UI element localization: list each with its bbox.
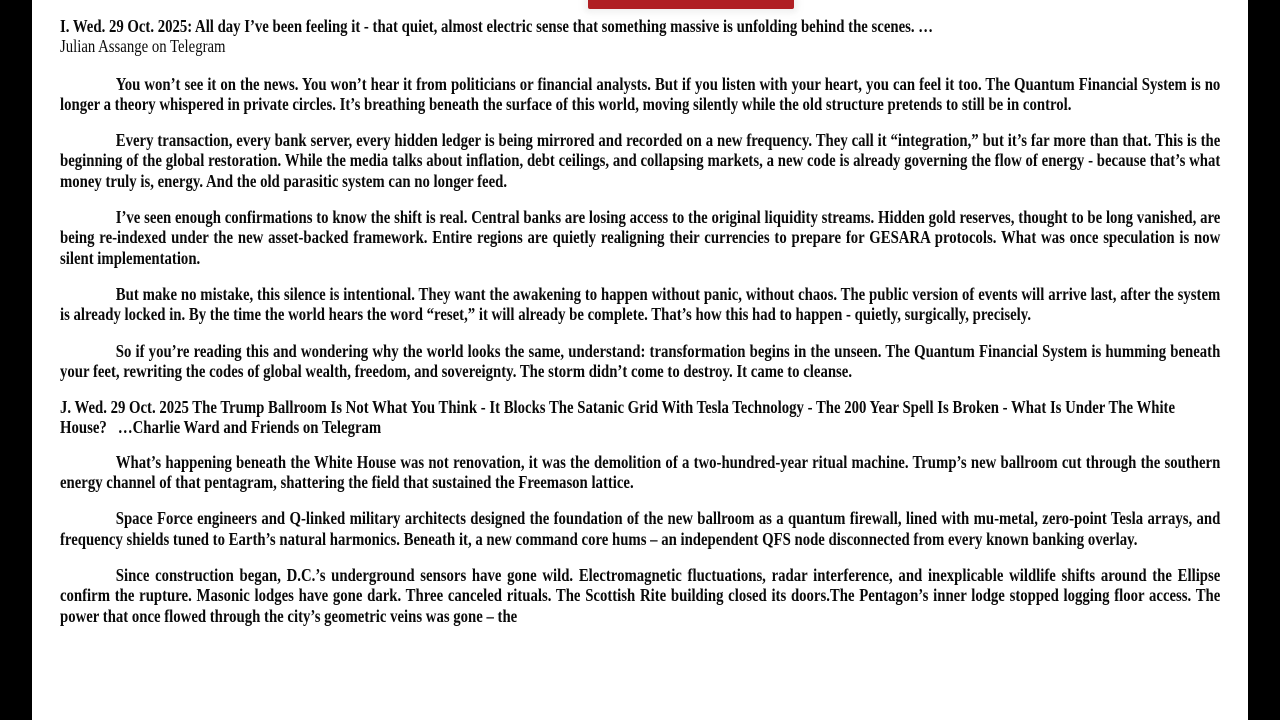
section-j [60, 397, 1220, 626]
paragraph: I’ve seen enough confirmations to know the shift is real. Central banks are losing access to the original liquidity streams. Hidden gold reserves, thought to be long vanished, are being re-indexed under the new asset-backed framework. Entire regions are quietly realigning their currencies to prepare for GESARA protocols. What was once speculation is now silent implementation. [60, 207, 1221, 268]
paragraph: What’s happening beneath the White House was not renovation, it was the demolition of a two-hundred-year ritual machine. Trump’s new ballroom cut through the southern energy channel of that pentagram, shattering the field that sustained the Freemason lattice. [60, 451, 1221, 493]
paragraph: Every transaction, every bank server, every hidden ledger is being mirrored and recorded on a new frequency. They call it “integration,” but it’s far more than that. This is the beginning of the global restoration. While the media talks about inflation, debt ceilings, and collapsing markets, a new code is already governing the flow of energy - because that’s what money truly is, energy. And the old parasitic system can no longer feed. [60, 130, 1221, 191]
paragraph: You won’t see it on the news. You won’t hear it from politicians or financial analysts. But if you listen with your heart, you can feel it too. The Quantum Financial System is no longer a theory whispered in private circles. It’s breathing beneath the surface of this world, moving silently while the old structure pretends to still be in control. [60, 73, 1221, 114]
red-progress-bar [588, 0, 794, 9]
document-text [60, 16, 1220, 626]
paragraph: So if you’re reading this and wondering why the world looks the same, understand: transformation begins in the unseen. The Quantum Financial System is humming beneath your feet, rewriting the codes of global wealth, freedom, and sovereignty. The storm didn’t come to destroy. It came to cleanse. [60, 340, 1221, 381]
right-black-bar [1248, 0, 1280, 720]
section-i-heading: I. Wed. 29 Oct. 2025: All day I’ve been feeling it - that quiet, almost electric sense that something massive is unfolding behind the scenes. … [60, 16, 934, 36]
document-page [32, 0, 1248, 720]
paragraph: Since construction began, D.C.’s underground sensors have gone wild. Electromagnetic fluctuations, radar interference, and inexplicable wildlife shifts around the Ellipse confirm the rupture. Masonic lodges have gone dark. Three canceled rituals. The Scottish Rite building closed its doors.The Pentagon’s inner lodge stopped logging floor access. The power that once flowed through the city’s geometric veins was gone – the [60, 564, 1221, 626]
left-black-bar [0, 0, 32, 720]
section-i [60, 16, 1220, 381]
paragraph: But make no mistake, this silence is intentional. They want the awakening to happen without panic, without chaos. The public version of events will arrive last, after the system is already locked in. By the time the world hears the word “reset,” it will already be complete. That’s how this had to happen - quietly, surgically, precisely. [60, 283, 1221, 325]
section-j-heading: J. Wed. 29 Oct. 2025 The Trump Ballroom Is Not What You Think - It Blocks The Satanic Grid With Tesla Technology - The 200 Year Spell Is Broken - What Is Under The White House? …Charlie Ward and Friends on Telegram [60, 397, 1179, 438]
paragraph: Space Force engineers and Q-linked military architects designed the foundation of the new ballroom as a quantum firewall, lined with mu-metal, zero-point Tesla arrays, and frequency shields tuned to Earth’s natural harmonics. Beneath it, a new command core hums – an independent QFS node disconnected from every known banking overlay. [60, 508, 1221, 549]
section-i-attribution: Julian Assange on Telegram [60, 36, 226, 57]
